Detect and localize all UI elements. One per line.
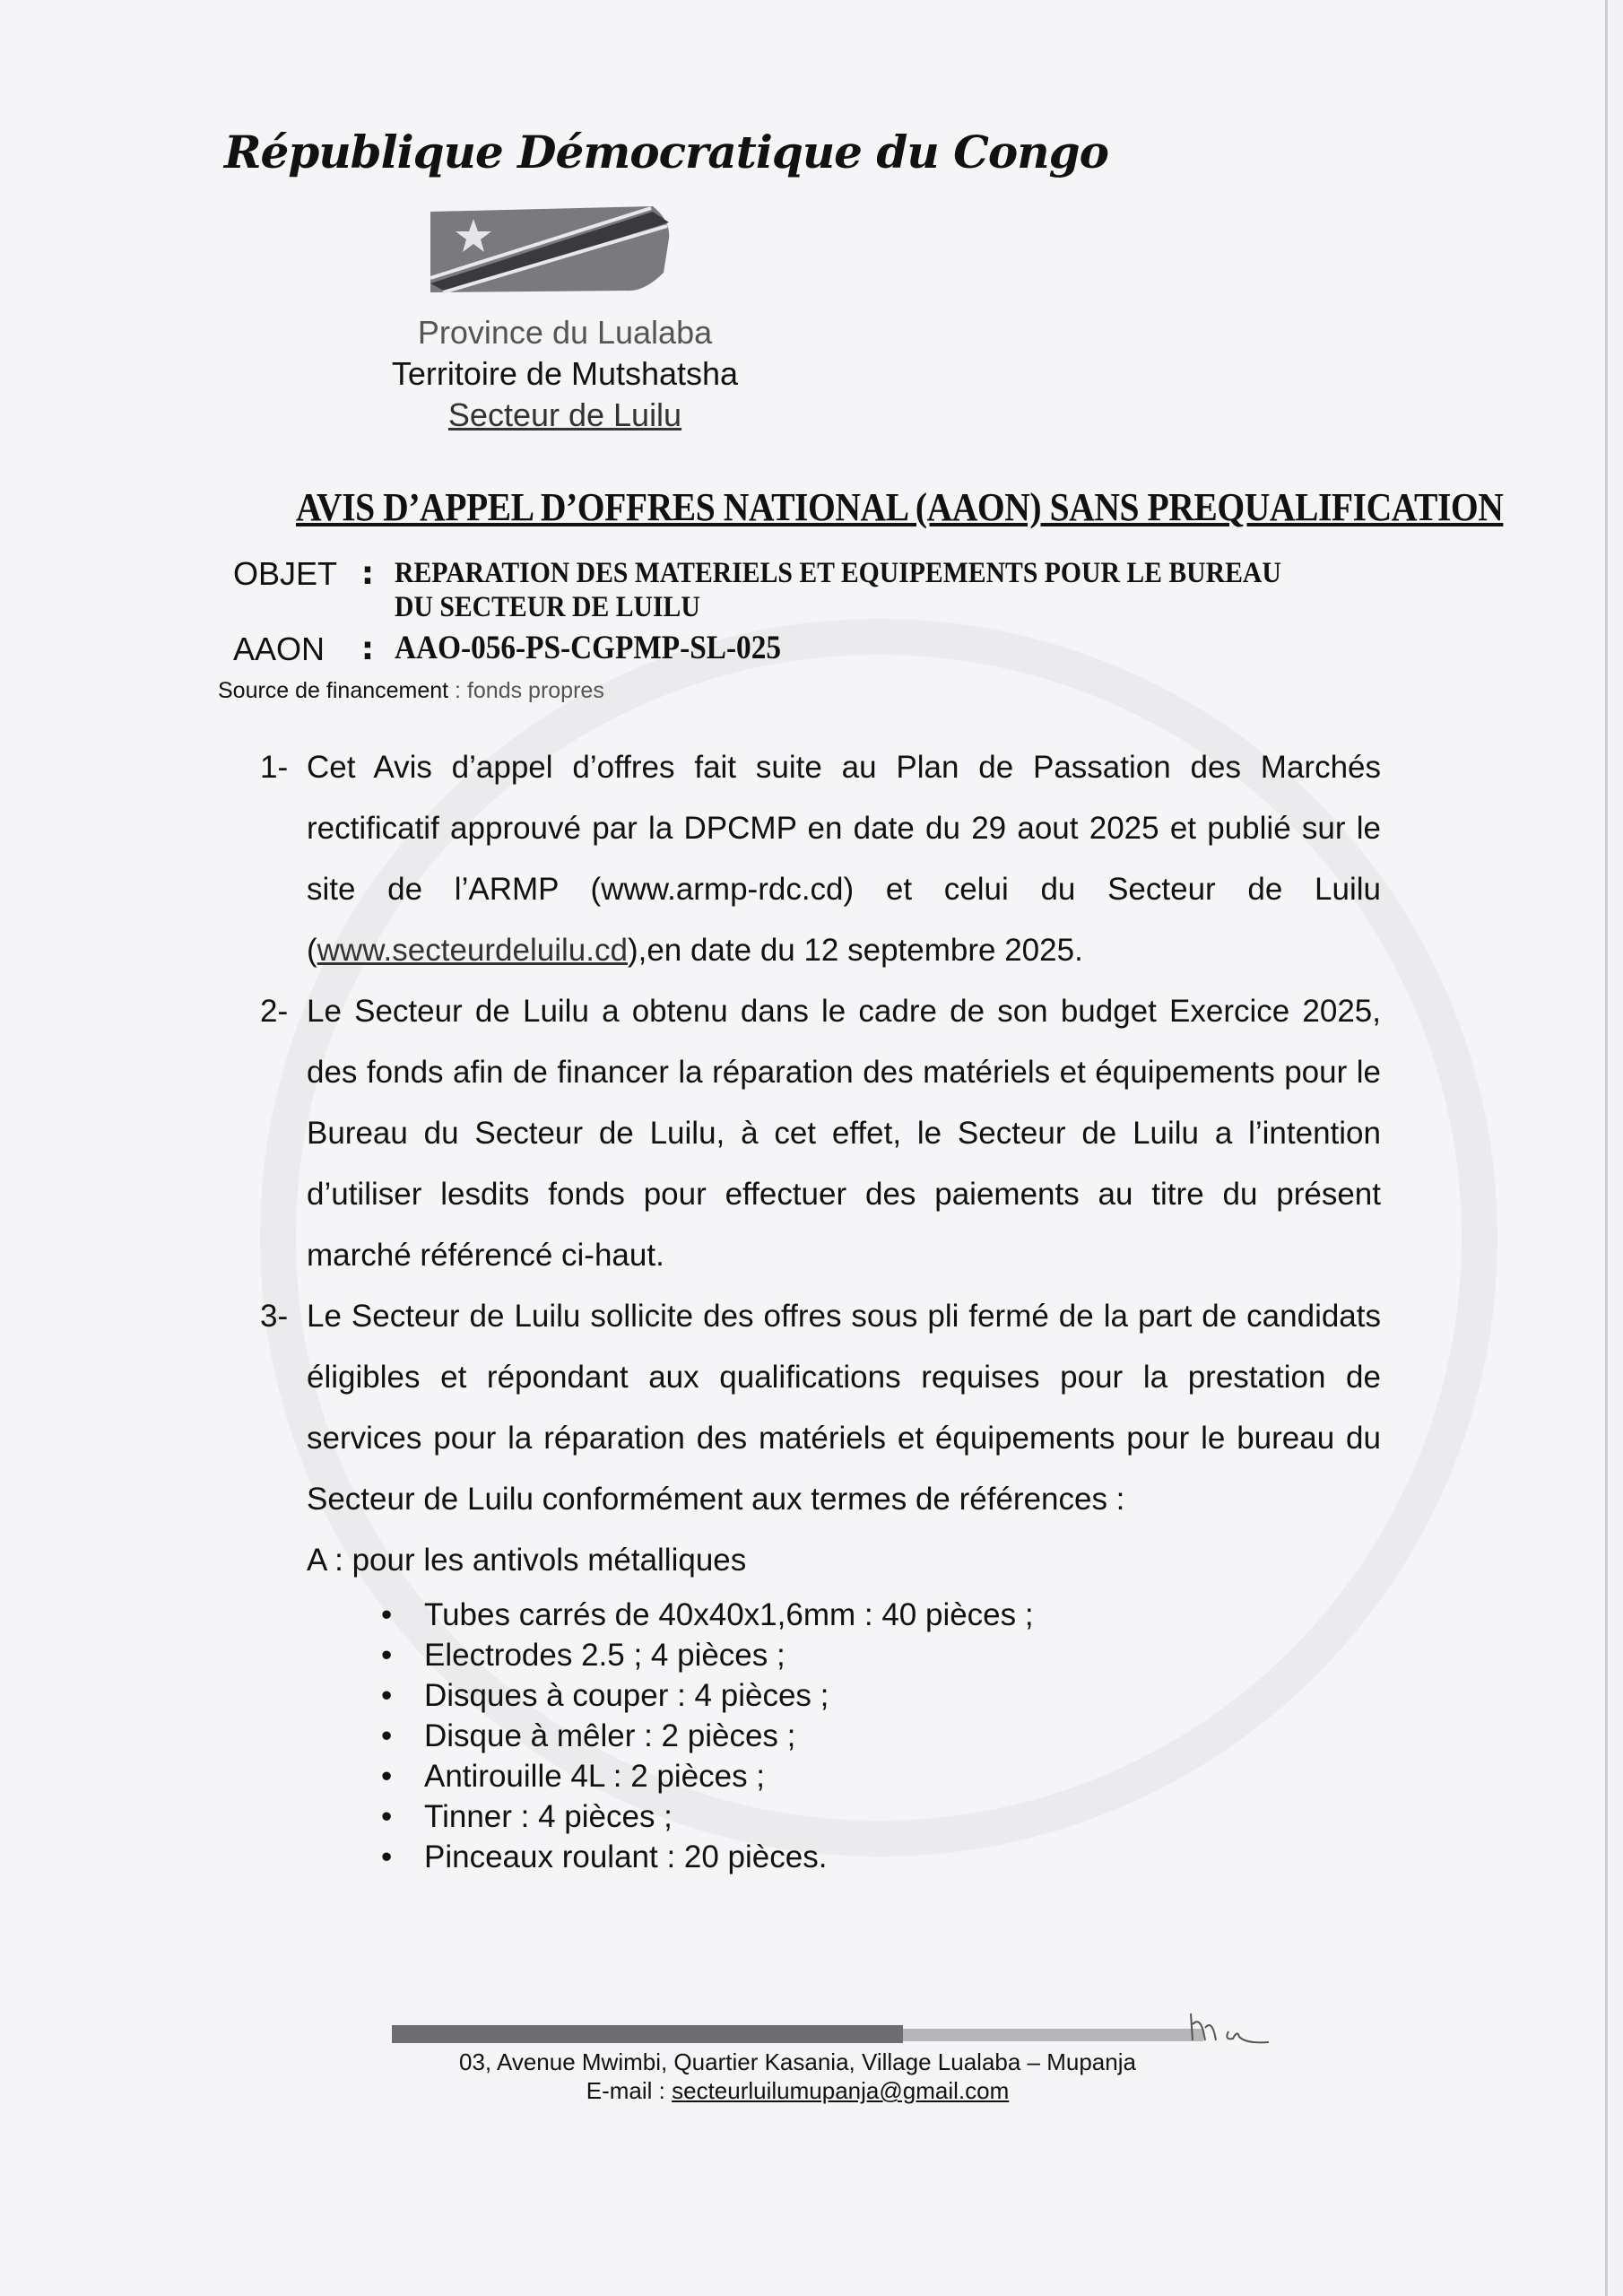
bullet-icon: • xyxy=(381,1638,393,1673)
objet-row xyxy=(233,556,1399,624)
item-text: Disques à couper : 4 pièces ; xyxy=(424,1678,829,1713)
body-text xyxy=(260,737,1381,1877)
initials-signature-icon xyxy=(1184,2005,1282,2049)
list-item xyxy=(381,1837,1381,1877)
aaon-value: AAO-056-PS-CGPMP-SL-025 xyxy=(395,630,782,666)
secteur-label: Secteur de Luilu xyxy=(447,396,682,433)
paragraph-text: Le Secteur de Luilu a obtenu dans le cadre de son budget Exercice 2025, des fonds afin de financer la réparation des matériels et équipements pour le Bureau du Secteur de Luilu, à cet effet, le Secteur de Luilu a l’intention d’utiliser lesdits fonds pour effectuer des paiements au titre du présent marché référencé ci-haut. xyxy=(307,994,1381,1273)
text: Cet Avis d’appel d’offres fait suite au Plan de Passation des Marchés rectificatif approuvé par la DPCMP en date du 29 aout 2025 et publié sur le site de l’ARMP (www.armp-rdc.cd) et celui du Secteur de Luilu ( xyxy=(307,750,1381,968)
bullet-icon: • xyxy=(381,1678,393,1713)
item-text: Electrodes 2.5 ; 4 pièces ; xyxy=(424,1638,785,1673)
website-link[interactable]: www.secteurdeluilu.cd xyxy=(317,933,628,968)
bullet-icon: • xyxy=(381,1839,393,1874)
item-text: Tinner : 4 pièces ; xyxy=(424,1799,673,1834)
item-text: Disque à mêler : 2 pièces ; xyxy=(424,1718,796,1753)
paragraph-3 xyxy=(260,1286,1381,1530)
paragraph-number: 3- xyxy=(260,1299,289,1334)
paragraph-1 xyxy=(260,737,1381,981)
aaon-label: AAON xyxy=(233,631,325,667)
document-heading: AVIS D’APPEL D’OFFRES NATIONAL (AAON) SANS PREQUALIFICATION xyxy=(296,485,1504,529)
email-link[interactable]: secteurluilumupanja@gmail.com xyxy=(672,2077,1010,2104)
list-item xyxy=(381,1635,1381,1675)
colon: : xyxy=(360,555,375,592)
administrative-header xyxy=(296,312,834,436)
territoire-label: Territoire de Mutshatsha xyxy=(391,355,739,392)
paragraph-text xyxy=(307,737,1381,981)
bullet-icon: • xyxy=(381,1799,393,1834)
list-item xyxy=(381,1675,1381,1716)
funding-source xyxy=(218,678,604,704)
paragraph-2 xyxy=(260,981,1381,1286)
item-text: Tubes carrés de 40x40x1,6mm : 40 pièces ; xyxy=(424,1597,1034,1632)
paragraph-text: Le Secteur de Luilu sollicite des offres sous pli fermé de la part de candidats éligibles et répondant aux qualifications requises pour la prestation de services pour la réparation des matériels et équipements pour le bureau du Secteur de Luilu conformément aux termes de références : xyxy=(307,1299,1381,1517)
bullet-icon: • xyxy=(381,1718,393,1753)
objet-value: REPARATION DES MATERIELS ET EQUIPEMENTS POUR LE BUREAU DU SECTEUR DE LUILU xyxy=(395,557,1281,623)
footer-email-line xyxy=(392,2076,1203,2105)
drc-flag-icon xyxy=(429,203,678,294)
list-item xyxy=(381,1796,1381,1837)
text: ),en date du 12 septembre 2025. xyxy=(627,933,1083,968)
footer xyxy=(392,2048,1203,2105)
country-title: République Démocratique du Congo xyxy=(224,126,1108,178)
objet-label: OBJET xyxy=(233,555,338,592)
list-item xyxy=(381,1756,1381,1796)
paragraph-number: 2- xyxy=(260,994,289,1029)
email-label: E-mail : xyxy=(586,2077,673,2104)
item-text: Pinceaux roulant : 20 pièces. xyxy=(424,1839,828,1874)
item-text: Antirouille 4L : 2 pièces ; xyxy=(424,1759,766,1794)
footer-bar-dark xyxy=(392,2025,903,2043)
source-label: Source de financement xyxy=(218,678,449,703)
footer-bar-light xyxy=(903,2029,1203,2041)
list-item xyxy=(381,1595,1381,1635)
paragraph-number: 1- xyxy=(260,750,289,785)
bullet-icon: • xyxy=(381,1597,393,1632)
bullet-icon: • xyxy=(381,1759,393,1794)
source-value: : fonds propres xyxy=(448,678,604,703)
materials-list xyxy=(381,1595,1381,1877)
meta-block xyxy=(233,556,1399,667)
section-a-label: A : pour les antivols métalliques xyxy=(307,1543,747,1578)
list-item xyxy=(381,1716,1381,1756)
colon: : xyxy=(360,631,375,667)
footer-address: 03, Avenue Mwimbi, Quartier Kasania, Village Lualaba – Mupanja xyxy=(459,2048,1136,2075)
province-label: Province du Lualaba xyxy=(417,314,713,351)
aaon-row xyxy=(233,631,1399,667)
